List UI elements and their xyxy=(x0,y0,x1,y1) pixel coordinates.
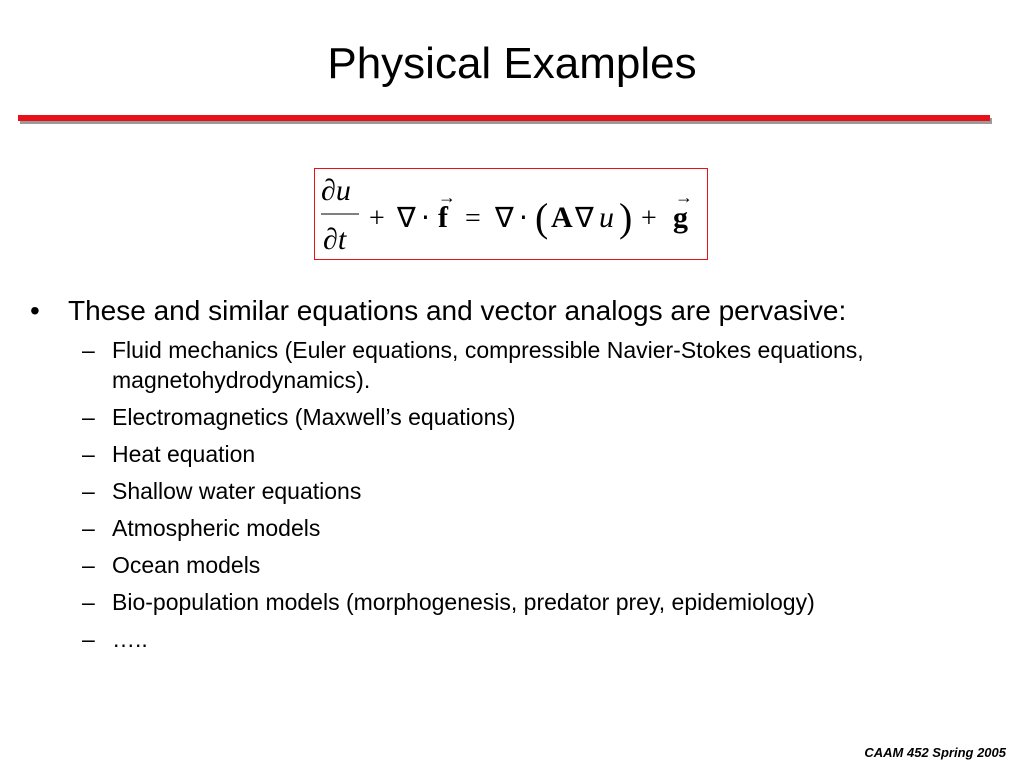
slide-title: Physical Examples xyxy=(327,39,697,88)
slide-footer: CAAM 452 Spring 2005 xyxy=(864,745,1006,760)
sub-bullet-text: Shallow water equations xyxy=(112,478,362,504)
main-bullet-text: These and similar equations and vector analogs are pervasive: xyxy=(68,295,847,326)
title-divider xyxy=(18,115,990,121)
eq-f-vector: f xyxy=(438,201,448,234)
eq-equals: = xyxy=(465,203,481,234)
dash-marker: – xyxy=(82,626,95,652)
dash-marker: – xyxy=(82,515,95,541)
eq-nabla-3: ∇ xyxy=(575,203,594,234)
eq-g-vector: g xyxy=(673,201,688,234)
sub-bullet-fluid xyxy=(30,335,990,395)
sub-bullet-ellipsis xyxy=(30,624,990,654)
eq-nabla-2: ∇ xyxy=(495,203,514,234)
dash-marker: – xyxy=(82,337,95,363)
sub-bullet-text: Electromagnetics (Maxwell’s equations) xyxy=(112,404,516,430)
eq-right-paren: ) xyxy=(619,195,633,240)
sub-bullet-list xyxy=(30,335,990,654)
eq-plus-1: + xyxy=(369,203,385,234)
sub-bullet-atmospheric xyxy=(30,513,990,543)
dash-marker: – xyxy=(82,441,95,467)
eq-nabla-1: ∇ xyxy=(397,203,416,234)
sub-bullet-ocean xyxy=(30,550,990,580)
sub-bullet-bio-population xyxy=(30,587,990,617)
sub-bullet-text: Atmospheric models xyxy=(112,515,321,541)
main-bullet xyxy=(30,295,990,327)
eq-dot-1: ⋅ xyxy=(421,203,430,234)
eq-dot-2: ⋅ xyxy=(519,203,528,234)
sub-bullet-text: Heat equation xyxy=(112,441,256,467)
eq-matrix-a: A xyxy=(551,201,573,234)
bullet-list xyxy=(30,295,990,661)
sub-bullet-text: ….. xyxy=(112,626,148,652)
eq-f-arrow: → xyxy=(438,187,456,207)
eq-left-paren: ( xyxy=(535,195,549,240)
eq-u: u xyxy=(599,201,614,234)
sub-bullet-text: Bio-population models (morphogenesis, predator prey, epidemiology) xyxy=(112,589,815,615)
sub-bullet-electromagnetics xyxy=(30,402,990,432)
eq-partial-t: ∂t xyxy=(323,223,347,256)
sub-bullet-text: Fluid mechanics (Euler equations, compressible Navier-Stokes equations, magnetohydrodynamics). xyxy=(112,337,864,393)
dash-marker: – xyxy=(82,404,95,430)
eq-plus-2: + xyxy=(641,203,657,234)
bullet-marker: • xyxy=(30,295,40,326)
eq-partial-u: ∂u xyxy=(321,174,351,207)
equation-box xyxy=(314,168,708,260)
sub-bullet-heat xyxy=(30,439,990,469)
dash-marker: – xyxy=(82,478,95,504)
dash-marker: – xyxy=(82,552,95,578)
sub-bullet-text: Ocean models xyxy=(112,552,261,578)
dash-marker: – xyxy=(82,589,95,615)
equation-svg xyxy=(315,169,707,259)
sub-bullet-shallow-water xyxy=(30,476,990,506)
eq-g-arrow: → xyxy=(675,187,693,207)
